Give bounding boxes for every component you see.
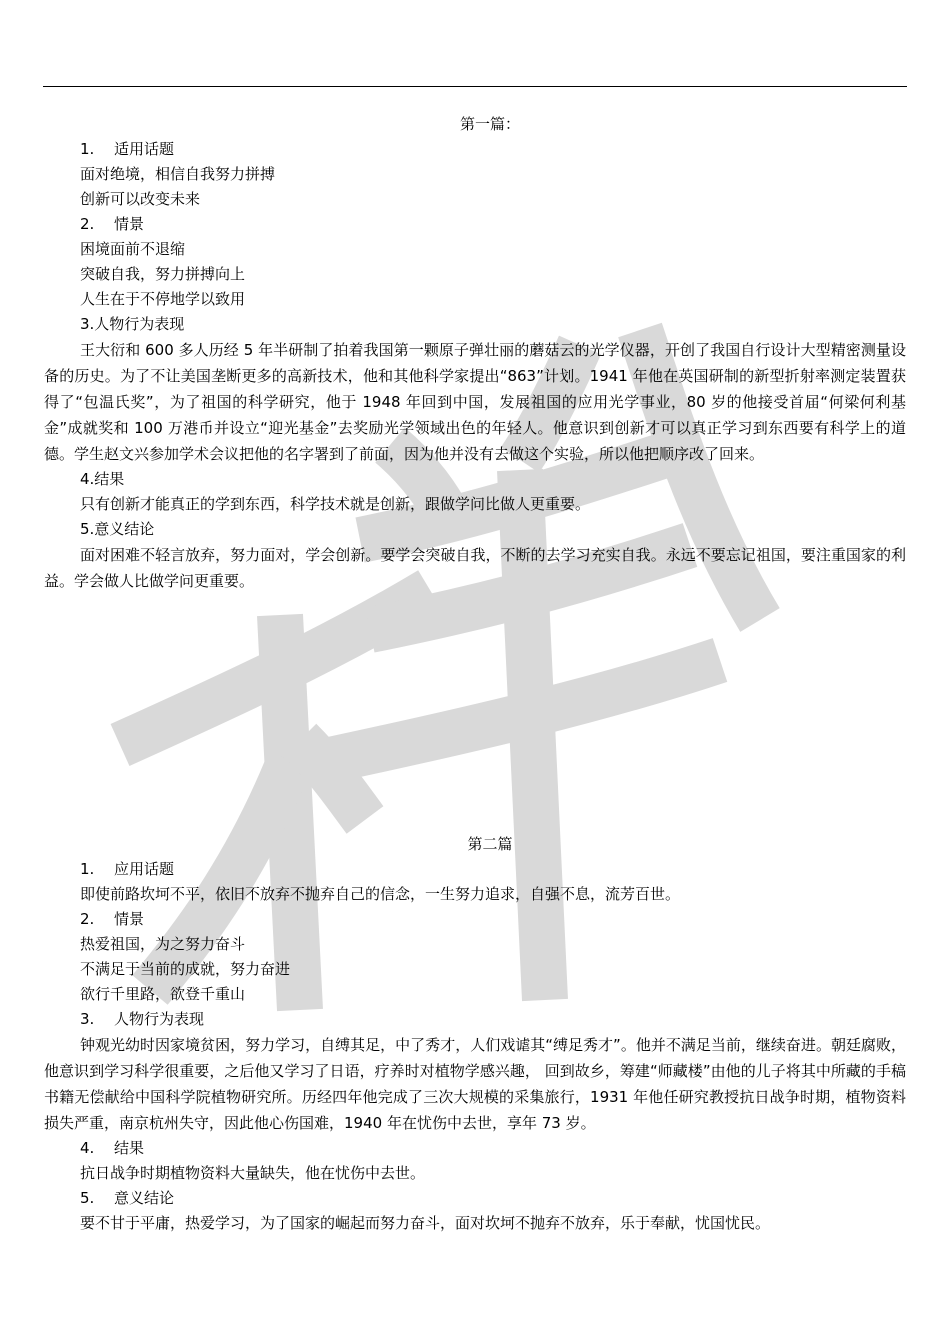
section-title: 第一篇： [459,115,520,133]
scene-item: 欲行千里路，欲登千重山 [80,985,246,1003]
heading-scenes [44,907,906,932]
result-text: 只有创新才能真正的学到东西，科学技术就是创新，跟做学问比做人更重要。 [80,495,591,513]
topic-item: 即使前路坎坷不平，依旧不放弃不抛弃自己的信念，一生努力追求，自强不息，流芳百世。 [80,885,681,903]
heading-label: 情景 [114,910,145,928]
heading-behavior: 3.人物行为表现 [80,315,185,333]
behavior-paragraph: 钟观光幼时因家境贫困，努力学习，自缚其足，中了秀才，人们戏谑其“缚足秀才”。他并不满足当前，继续奋进。朝廷腐败，他意识到学习科学很重要，之后他又学习了日语，疗养时对植物学感兴趣， 回到故乡，筹建“师藏楼”由他的儿子将其中所藏的手稿书籍无偿献给中国科学院植物研究所。历经四年他完成了三次大规模的采集旅行，1931 年他任研究教授抗日战争时期，植物资料损失严重，南京杭州失守，因此他心伤国难，1940 年在忧伤中去世，享年 73 岁。 [44,1036,906,1132]
conclusion-paragraph: 面对困难不轻言放弃，努力面对，学会创新。要学会突破自我，不断的去学习充实自我。永远不要忘记祖国，要注重国家的利益。学会做人比做学问更重要。 [44,546,906,590]
heading-result [44,1136,906,1161]
heading-conclusion [44,1186,906,1211]
heading-number: 3. [80,1010,95,1028]
heading-label: 适用话题 [114,140,175,158]
heading-topics [44,857,906,882]
section-title: 第二篇 [467,835,513,853]
topic-item: 面对绝境，相信自我努力拼搏 [80,165,276,183]
heading-number: 1. [80,860,95,878]
scene-item: 突破自我，努力拼搏向上 [80,265,246,283]
heading-behavior [44,1007,906,1032]
heading-scenes [44,212,906,237]
heading-number: 2. [80,910,95,928]
article-section-2 [44,832,906,1236]
topic-item: 创新可以改变未来 [80,190,201,208]
heading-label: 应用话题 [114,860,175,878]
heading-conclusion: 5.意义结论 [80,520,155,538]
article-section-1 [44,112,906,594]
conclusion-text: 要不甘于平庸，热爱学习，为了国家的崛起而努力奋斗，面对坎坷不抛弃不放弃，乐于奉献，忧国忧民。 [80,1214,771,1232]
scene-item: 困境面前不退缩 [80,240,186,258]
scene-item: 热爱祖国，为之努力奋斗 [80,935,246,953]
heading-label: 人物行为表现 [114,1010,205,1028]
behavior-paragraph: 王大衍和 600 多人历经 5 年半研制了拍着我国第一颗原子弹壮丽的蘑菇云的光学仪器，开创了我国自行设计大型精密测量设备的历史。为了不让美国垄断更多的高新技术，他和其他科学家提出“863”计划。1941 年他在英国研制的新型折射率测定装置获得了“包温氏奖”，为了祖国的科学研究，他于 1948 年回到中国，发展祖国的应用光学事业，80 岁的他接受首届“何梁何利基金”成就奖和 100 万港币并设立“迎光基金”去奖励光学领域出色的年轻人。他意识到创新才可以真正学习到东西要有科学上的道德。学生赵文兴参加学术会议把他的名字署到了前面，因为他并没有去做这个实验，所以他把顺序改了回来。 [44,341,906,463]
heading-number: 2. [80,215,95,233]
heading-number: 4. [80,1139,95,1157]
result-text: 抗日战争时期植物资料大量缺失，他在忧伤中去世。 [80,1164,426,1182]
heading-label: 结果 [114,1139,145,1157]
heading-topics [44,137,906,162]
heading-number: 5. [80,1189,95,1207]
header-rule [43,86,907,87]
heading-result: 4.结果 [80,470,125,488]
scene-item: 人生在于不停地学以致用 [80,290,246,308]
heading-label: 意义结论 [114,1189,175,1207]
scene-item: 不满足于当前的成就，努力奋进 [80,960,291,978]
heading-number: 1. [80,140,95,158]
heading-label: 情景 [114,215,145,233]
